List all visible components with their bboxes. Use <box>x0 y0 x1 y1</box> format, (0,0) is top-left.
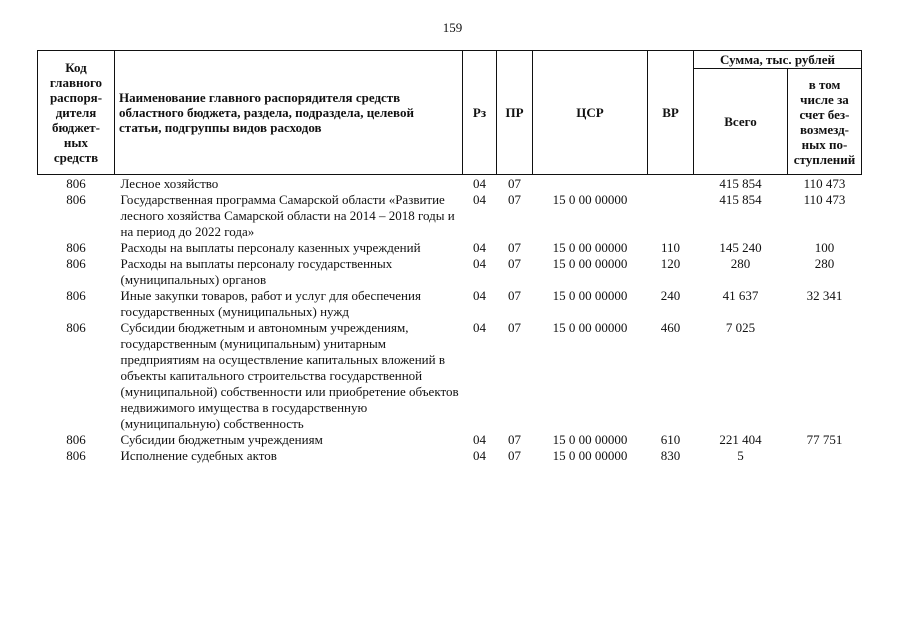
table-row <box>38 432 862 448</box>
row-pr: 07 <box>508 432 521 447</box>
header-vr: ВР <box>648 51 694 175</box>
header-sum: Сумма, тыс. рублей <box>694 51 862 69</box>
table-row <box>38 175 862 193</box>
row-pr: 07 <box>508 192 521 207</box>
row-total: 41 637 <box>722 288 759 303</box>
row-rz: 04 <box>473 240 486 255</box>
row-rz: 04 <box>473 176 486 191</box>
row-incl: 280 <box>814 256 835 271</box>
row-rz: 04 <box>473 192 486 207</box>
table-row <box>38 240 862 256</box>
row-csr: 15 0 00 00000 <box>552 448 628 463</box>
table-row <box>38 256 862 288</box>
row-code: 806 <box>66 288 86 303</box>
row-name: Расходы на выплаты персоналу казенных учреждений <box>120 240 421 255</box>
row-total: 5 <box>737 448 744 463</box>
row-vr: 830 <box>660 448 681 463</box>
budget-table <box>37 50 862 464</box>
row-code: 806 <box>66 432 86 447</box>
row-rz: 04 <box>473 288 486 303</box>
row-name: Исполнение судебных актов <box>120 448 277 463</box>
row-name: Государственная программа Самарской области «Развитие лесного хозяйства Самарской области на 2014 – 2018 годы и на период до 2022 года» <box>120 192 455 239</box>
row-incl <box>788 448 862 464</box>
page-number: 159 <box>442 20 463 35</box>
row-incl: 100 <box>814 240 835 255</box>
header-name: Наименование главного распорядителя средств областного бюджета, раздела, подраздела, целевой статьи, подгруппы видов расходов <box>115 51 463 175</box>
row-vr: 460 <box>660 320 681 335</box>
row-rz: 04 <box>473 448 486 463</box>
row-vr: 240 <box>660 288 681 303</box>
header-incl: в том числе за счет без-возмезд-ных по-ступлений <box>788 69 862 175</box>
row-name: Субсидии бюджетным и автономным учреждениям, государственным (муниципальным) унитарным предприятиям на осуществление капитальных вложений в объекты капитального строительства государственной (муниципальной) собственности или приобретение объектов недвижимого имущества в государственную (муниципальную) собственность <box>120 320 459 431</box>
row-pr: 07 <box>508 448 521 463</box>
row-name: Субсидии бюджетным учреждениям <box>120 432 323 447</box>
row-pr: 07 <box>508 288 521 303</box>
row-rz: 04 <box>473 320 486 335</box>
row-pr: 07 <box>508 176 521 191</box>
row-name: Расходы на выплаты персоналу государственных (муниципальных) органов <box>120 256 393 287</box>
row-total: 415 854 <box>719 176 762 191</box>
row-rz: 04 <box>473 432 486 447</box>
row-code: 806 <box>66 176 86 191</box>
table-row <box>38 320 862 432</box>
row-csr: 15 0 00 00000 <box>552 256 628 271</box>
row-total: 280 <box>730 256 751 271</box>
table-row <box>38 288 862 320</box>
row-incl: 32 341 <box>806 288 843 303</box>
row-code: 806 <box>66 448 86 463</box>
row-csr: 15 0 00 00000 <box>552 432 628 447</box>
row-pr: 07 <box>508 240 521 255</box>
row-csr: 15 0 00 00000 <box>552 192 628 207</box>
header-csr: ЦСР <box>533 51 648 175</box>
row-total: 145 240 <box>719 240 762 255</box>
row-vr: 610 <box>660 432 681 447</box>
row-csr: 15 0 00 00000 <box>552 320 628 335</box>
row-code: 806 <box>66 240 86 255</box>
row-incl: 110 473 <box>803 176 846 191</box>
table-row <box>38 192 862 240</box>
row-vr: 110 <box>660 240 681 255</box>
header-code: Код главного распоря-дителя бюджет-ных средств <box>38 51 115 175</box>
header-rz: Рз <box>463 51 497 175</box>
row-code: 806 <box>66 192 86 207</box>
row-vr <box>648 175 694 193</box>
row-code: 806 <box>66 256 86 271</box>
table-body <box>38 175 862 465</box>
row-incl: 77 751 <box>806 432 843 447</box>
row-csr: 15 0 00 00000 <box>552 240 628 255</box>
row-total: 221 404 <box>719 432 762 447</box>
row-vr: 120 <box>660 256 681 271</box>
table-row <box>38 448 862 464</box>
row-pr: 07 <box>508 256 521 271</box>
row-csr <box>533 175 648 193</box>
row-csr: 15 0 00 00000 <box>552 288 628 303</box>
header-total: Всего <box>694 69 788 175</box>
row-code: 806 <box>66 320 86 335</box>
row-name: Иные закупки товаров, работ и услуг для обеспечения государственных (муниципальных) нужд <box>120 288 421 319</box>
row-incl: 110 473 <box>803 192 846 207</box>
row-total: 7 025 <box>725 320 756 335</box>
row-pr: 07 <box>508 320 521 335</box>
header-pr: ПР <box>497 51 533 175</box>
row-total: 415 854 <box>719 192 762 207</box>
row-rz: 04 <box>473 256 486 271</box>
row-vr <box>648 192 694 240</box>
row-name: Лесное хозяйство <box>120 176 219 191</box>
row-incl <box>788 320 862 432</box>
table-header <box>38 51 862 175</box>
